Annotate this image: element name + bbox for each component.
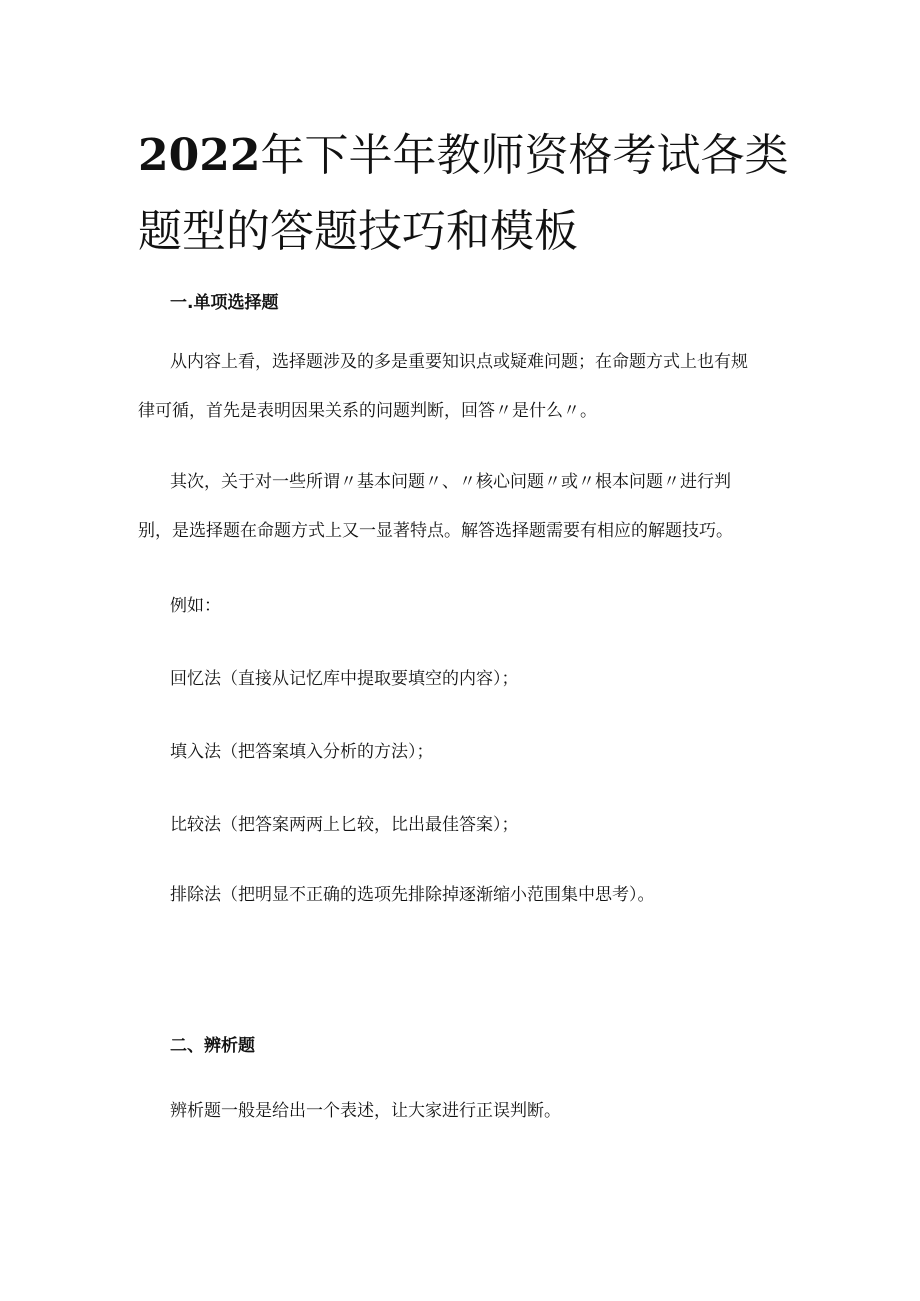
example-label: 例如： [170, 596, 221, 616]
section-1-paragraph-2-line-2: 别，是选择题在命题方式上又一显著特点。解答选择题需要有相应的解题技巧。 [138, 521, 733, 541]
method-compare: 比较法（把答案两两上匕较，比出最佳答案）； [170, 815, 519, 835]
section-2-paragraph-1: 辨析题一般是给出一个表述，让大家进行正误判断。 [170, 1101, 561, 1121]
document-title-line-2: 题型的答题技巧和模板 [138, 206, 578, 257]
section-1-heading: 一.单项选择题 [170, 293, 279, 313]
method-recall: 回忆法（直接从记忆库中提取要填空的内容）； [170, 669, 519, 689]
section-2-heading: 二、辨析题 [170, 1036, 255, 1056]
section-1-paragraph-2-line-1: 其次，关于对一些所谓〃基本问题〃、〃核心问题〃或〃根本问题〃进行判 [170, 472, 731, 492]
title-year: 2022 [138, 130, 261, 181]
section-1-paragraph-1-line-2: 律可循，首先是表明因果关系的问题判断，回答〃是什么〃。 [138, 401, 597, 421]
method-fill-in: 填入法（把答案填入分析的方法）； [170, 742, 434, 762]
title-line-1-text: 年下半年教师资格考试各类 [260, 130, 789, 181]
method-eliminate: 排除法（把明显不正确的选项先排除掉逐渐缩小范围集中思考）。 [170, 885, 655, 905]
document-title-line-1 [138, 130, 789, 181]
section-1-paragraph-1-line-1: 从内容上看，选择题涉及的多是重要知识点或疑难问题；在命题方式上也有规 [170, 352, 748, 372]
